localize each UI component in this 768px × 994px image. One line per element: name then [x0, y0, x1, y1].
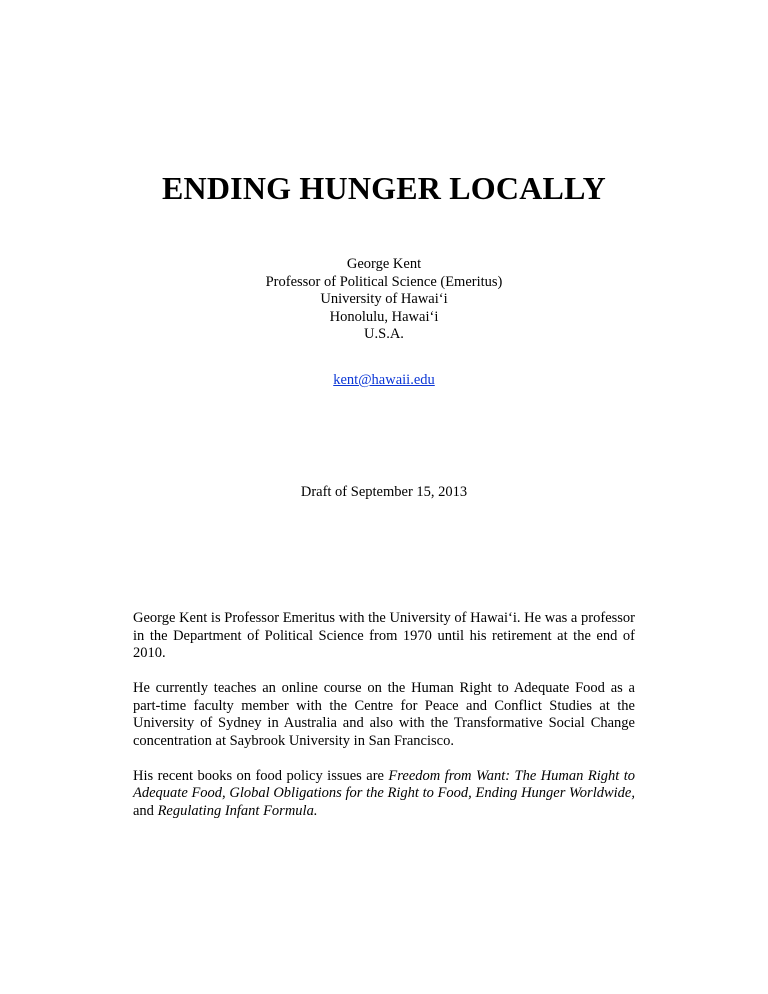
- bio-paragraph-3-intro: His recent books on food policy issues are: [133, 767, 389, 784]
- email-link[interactable]: kent@hawaii.edu: [333, 372, 435, 388]
- email-line: [0, 372, 768, 390]
- author-city: Honolulu, Hawai‘i: [329, 308, 439, 325]
- book-title-1: Freedom from Want: The Human Right to Adequate Food,: [133, 767, 635, 801]
- author-name: George Kent: [346, 256, 422, 272]
- bio-paragraph-3-and: and: [133, 802, 158, 819]
- book-title-4: Regulating Infant Formula.: [157, 802, 318, 819]
- bio-paragraph-3: [133, 768, 635, 821]
- bio-paragraph-1: George Kent is Professor Emeritus with the University of Hawai‘i. He was a professor in the Department of Political Science from 1970 until his retirement at the end of 2010.: [133, 610, 635, 661]
- author-block: [0, 256, 768, 344]
- bio-paragraph-2: He currently teaches an online course on the Human Right to Adequate Food as a part-time faculty member with the Centre for Peace and Conflict Studies at the University of Sydney in Australia and also with the Transformative Social Change concentration at Saybrook University in San Francisco.: [133, 680, 635, 749]
- author-position: Professor of Political Science (Emeritus): [265, 273, 503, 290]
- author-country: U.S.A.: [364, 326, 404, 342]
- author-institution: University of Hawai‘i: [320, 291, 448, 307]
- draft-date: Draft of September 15, 2013: [300, 484, 468, 500]
- document-title: ENDING HUNGER LOCALLY: [162, 170, 606, 206]
- book-title-2: Global Obligations for the Right to Food,: [229, 785, 472, 801]
- author-bio: [133, 610, 635, 838]
- book-title-3: Ending Hunger Worldwide,: [475, 785, 635, 801]
